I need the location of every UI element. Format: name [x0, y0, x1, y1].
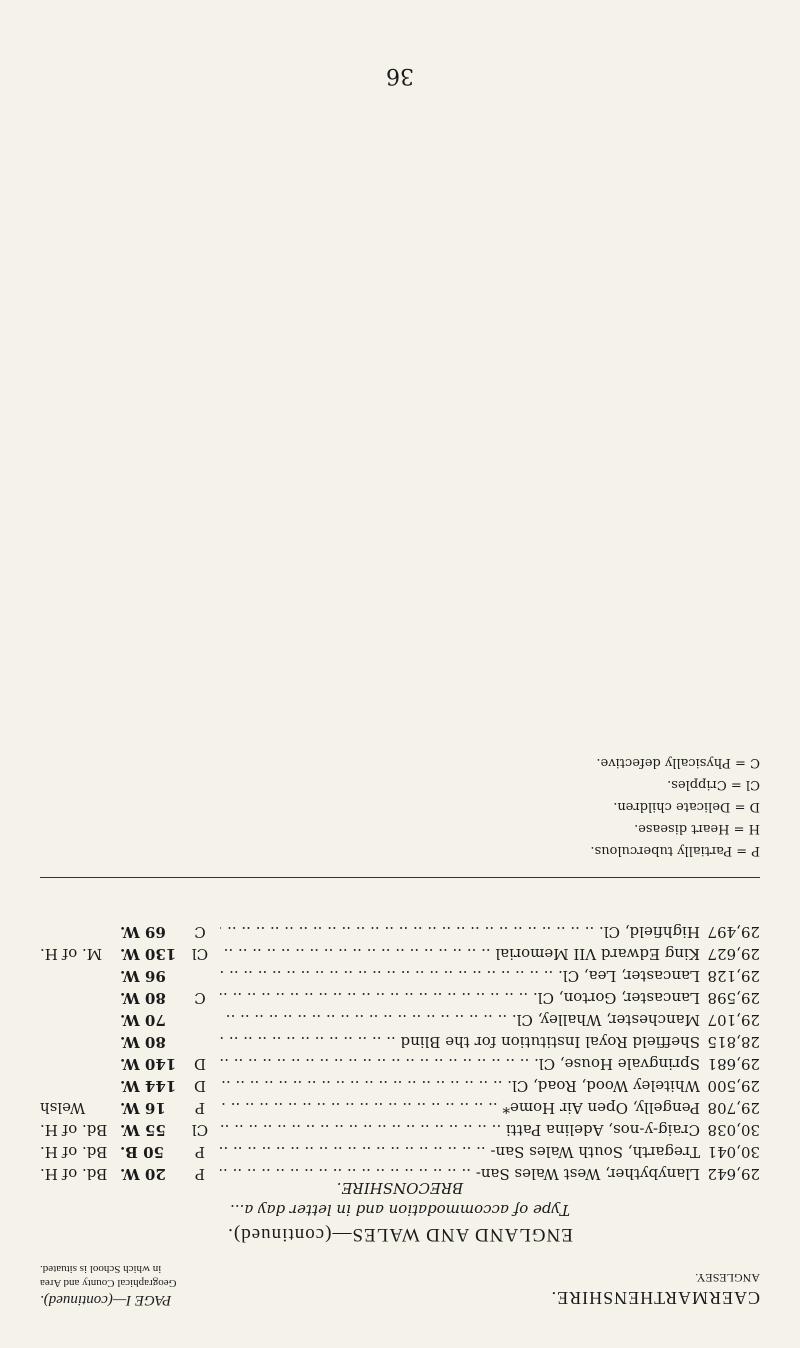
- row-number: 29,627: [707, 945, 760, 963]
- table-row: [40, 1029, 760, 1051]
- legend-item: H = Heart disease.: [634, 821, 760, 836]
- row-grade: Cl: [191, 1121, 209, 1139]
- row-accommodation: 55 W.: [120, 1121, 166, 1139]
- column-heading: [40, 1263, 177, 1308]
- table-row: [40, 985, 760, 1007]
- table-row: [40, 941, 760, 963]
- row-authority: Welsh: [40, 1099, 86, 1117]
- row-number: 29,681: [707, 1055, 760, 1073]
- row-number: 30,041: [707, 1143, 760, 1161]
- sub-county-heading: BRECONSHIRE.: [336, 1179, 464, 1197]
- row-accommodation: 16 W.: [120, 1099, 166, 1117]
- county-heading: [551, 1263, 760, 1308]
- row-accommodation: 69 W.: [120, 923, 166, 941]
- page-header: [40, 1179, 760, 1308]
- row-institution: King Edward VII Memorial .. ..: [220, 945, 700, 963]
- row-authority: Bd. of H.: [40, 1165, 108, 1183]
- table-row: [40, 963, 760, 985]
- row-grade: C: [194, 989, 206, 1007]
- table-row: [40, 1095, 760, 1117]
- row-accommodation: 144 W.: [120, 1077, 177, 1095]
- row-accommodation: 20 W.: [120, 1165, 166, 1183]
- legend-item: C = Physically defective.: [596, 755, 760, 770]
- legend-item: D = Delicate children.: [613, 799, 760, 814]
- table-row: [40, 1073, 760, 1095]
- county-name: CAERMARTHENSHIRE.: [550, 1288, 760, 1308]
- row-grade: P: [194, 1165, 206, 1183]
- table-subtitle: Type of accommodation and in letter day a...: [230, 1201, 570, 1219]
- row-institution: Tregarth, South Wales San- .. ..: [220, 1143, 700, 1161]
- row-number: 29,642: [707, 1165, 760, 1183]
- table-title: ENGLAND AND WALES—(continued).: [227, 1224, 573, 1245]
- table-row: [40, 1051, 760, 1073]
- row-grade: Cl: [191, 945, 209, 963]
- row-accommodation: 80 W.: [120, 1033, 166, 1051]
- row-institution: Lancaster, Gorton, Cl. .. ..: [220, 989, 700, 1007]
- county-sub-name: ANGLESEY.: [695, 1271, 760, 1285]
- school-table: [40, 919, 760, 1183]
- table-row: [40, 1007, 760, 1029]
- row-grade: D: [193, 1077, 207, 1095]
- row-institution: Whiteley Wood, Road, Cl. .. ..: [220, 1077, 700, 1095]
- row-accommodation: 50 B.: [120, 1143, 164, 1161]
- row-number: 29,598: [707, 989, 760, 1007]
- table-row: [40, 919, 760, 941]
- row-authority: M. of H.: [40, 945, 103, 963]
- page-number: 36: [386, 63, 414, 88]
- row-accommodation: 80 W.: [120, 989, 166, 1007]
- row-accommodation: 70 W.: [120, 1011, 166, 1029]
- row-institution: Manchester, Whalley, Cl. .. ..: [220, 1011, 700, 1029]
- row-grade: D: [193, 1055, 207, 1073]
- row-grade: P: [194, 1143, 206, 1161]
- row-number: 29,128: [707, 967, 760, 985]
- row-authority: Bd. of H.: [40, 1121, 108, 1139]
- row-authority: Bd. of H.: [40, 1143, 108, 1161]
- row-institution: Llanybyther, West Wales San- .. ..: [220, 1165, 700, 1183]
- legend-block: [40, 748, 760, 858]
- row-accommodation: 140 W.: [120, 1055, 177, 1073]
- legend-item: P = Partially tuberculous.: [590, 843, 760, 858]
- column-caption-2: in which School is situated.: [40, 1263, 162, 1275]
- row-institution: Craig-y-nos, Adelina Patti .. ..: [220, 1121, 700, 1139]
- row-number: 30,038: [707, 1121, 760, 1139]
- column-caption: Geographical County and Area: [40, 1277, 177, 1289]
- row-number: 29,107: [707, 1011, 760, 1029]
- row-number: 29,497: [707, 923, 760, 941]
- row-grade: C: [194, 923, 206, 941]
- row-number: 28,815: [707, 1033, 760, 1051]
- row-number: 29,708: [707, 1099, 760, 1117]
- row-accommodation: 96 W.: [120, 967, 166, 985]
- row-grade: P: [194, 1099, 206, 1117]
- row-institution: Highfield, Cl. .. ..: [220, 923, 700, 941]
- row-accommodation: 130 W.: [120, 945, 177, 963]
- row-institution: Lancaster, Lea, Cl. .. ..: [220, 967, 700, 985]
- row-institution: Sheffield Royal Institution for the Blind .. ..: [220, 1033, 700, 1051]
- part-title: PAGE I—(continued).: [40, 1292, 172, 1308]
- table-row: [40, 1117, 760, 1139]
- row-number: 29,500: [707, 1077, 760, 1095]
- row-institution: Pengelly, Open Air Home* .. ..: [220, 1099, 700, 1117]
- table-divider: [40, 877, 760, 878]
- table-row: [40, 1139, 760, 1161]
- table-row: [40, 1161, 760, 1183]
- legend-item: Cl = Cripples.: [667, 777, 760, 792]
- row-institution: Springvale House, Cl. .. ..: [220, 1055, 700, 1073]
